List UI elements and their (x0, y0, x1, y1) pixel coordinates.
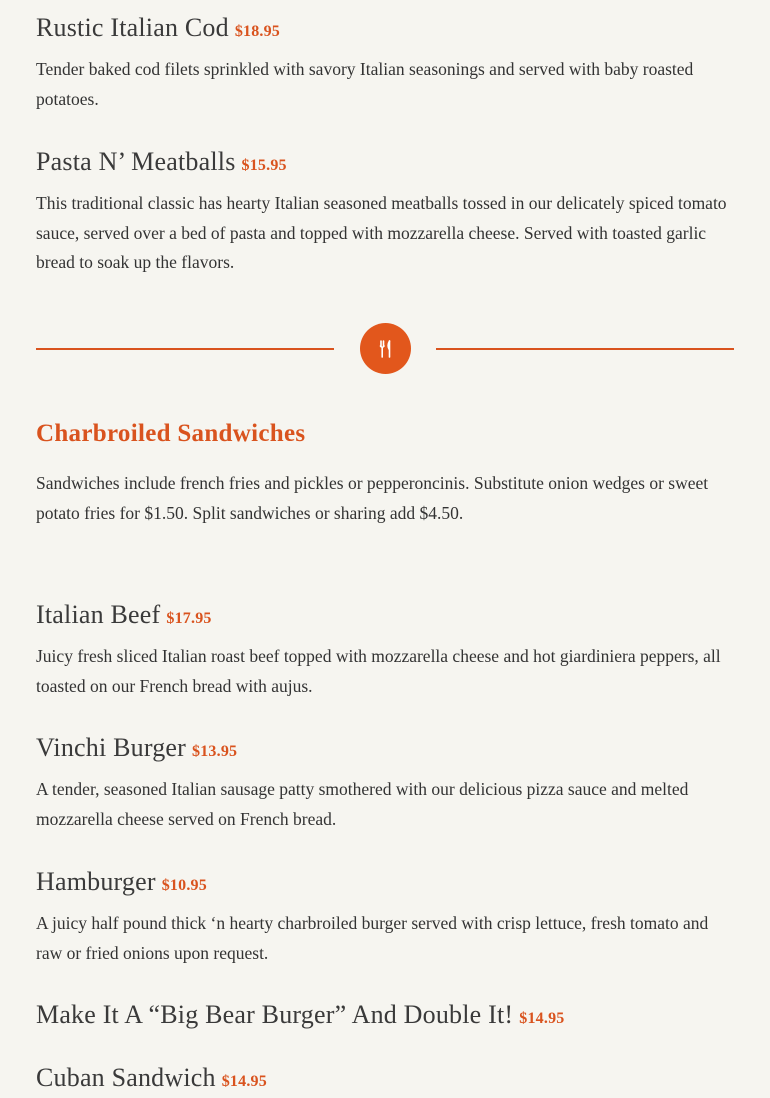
menu-item-description: A juicy half pound thick ‘n hearty charbroiled burger served with crisp lettuce, fresh tomato and raw or fried onions upon request. (36, 913, 709, 963)
menu-item-title (36, 732, 736, 768)
menu-item-price: $14.95 (221, 1073, 267, 1090)
menu-item-description: A tender, seasoned Italian sausage patty smothered with our delicious pizza sauce and melted mozzarella cheese served on French bread. (36, 779, 689, 829)
menu-item-title (36, 866, 736, 902)
menu-item-name: Rustic Italian Cod (36, 13, 229, 42)
menu-item-price: $15.95 (241, 157, 287, 174)
menu-item-title (36, 12, 736, 48)
menu-item-price: $14.95 (519, 1010, 565, 1027)
menu-item (36, 146, 736, 278)
menu-item-name: Hamburger (36, 867, 156, 896)
divider-line-left (36, 348, 334, 350)
section-note: Sandwiches include french fries and pickles or pepperoncinis. Substitute onion wedges or sweet potato fries for $1.50. Split sandwiches or sharing add $4.50. (36, 473, 709, 523)
menu-item-price: $18.95 (234, 23, 281, 40)
menu-item-name: Make It A “Big Bear Burger” And Double It! (36, 1000, 514, 1029)
menu-item-description: This traditional classic has hearty Italian seasoned meatballs tossed in our delicately spiced tomato sauce, served over a bed of pasta and topped with mozzarella cheese. Served with toasted garlic bread to soak up the flavors. (36, 193, 727, 272)
menu-item (36, 12, 736, 114)
fork-knife-icon (378, 340, 394, 358)
menu-item-name: Cuban Sandwich (36, 1063, 216, 1092)
menu-item (36, 732, 736, 834)
menu-item-price: $10.95 (161, 877, 207, 894)
menu-item (36, 599, 736, 701)
menu-item-title (36, 146, 736, 182)
menu-item (36, 1062, 736, 1098)
menu-item-name: Italian Beef (36, 600, 161, 629)
section-divider (36, 323, 734, 375)
menu-item-name: Vinchi Burger (36, 733, 187, 762)
menu-item-title (36, 1062, 736, 1098)
divider-badge (360, 323, 411, 374)
menu-item-description: Tender baked cod filets sprinkled with savory Italian seasonings and served with baby roasted potatoes. (36, 59, 694, 109)
divider-line-right (436, 348, 734, 350)
menu-item-price: $17.95 (166, 610, 212, 627)
menu-item-title (36, 599, 736, 635)
menu-item-description: Juicy fresh sliced Italian roast beef topped with mozzarella cheese and hot giardiniera peppers, all toasted on our French bread with aujus. (36, 646, 721, 696)
menu-item-price: $13.95 (192, 743, 238, 760)
menu-item-title (36, 999, 736, 1035)
section-title: Charbroiled Sandwiches (36, 420, 306, 447)
menu-item-name: Pasta N’ Meatballs (36, 147, 236, 176)
menu-item (36, 866, 736, 968)
menu-item (36, 999, 736, 1035)
